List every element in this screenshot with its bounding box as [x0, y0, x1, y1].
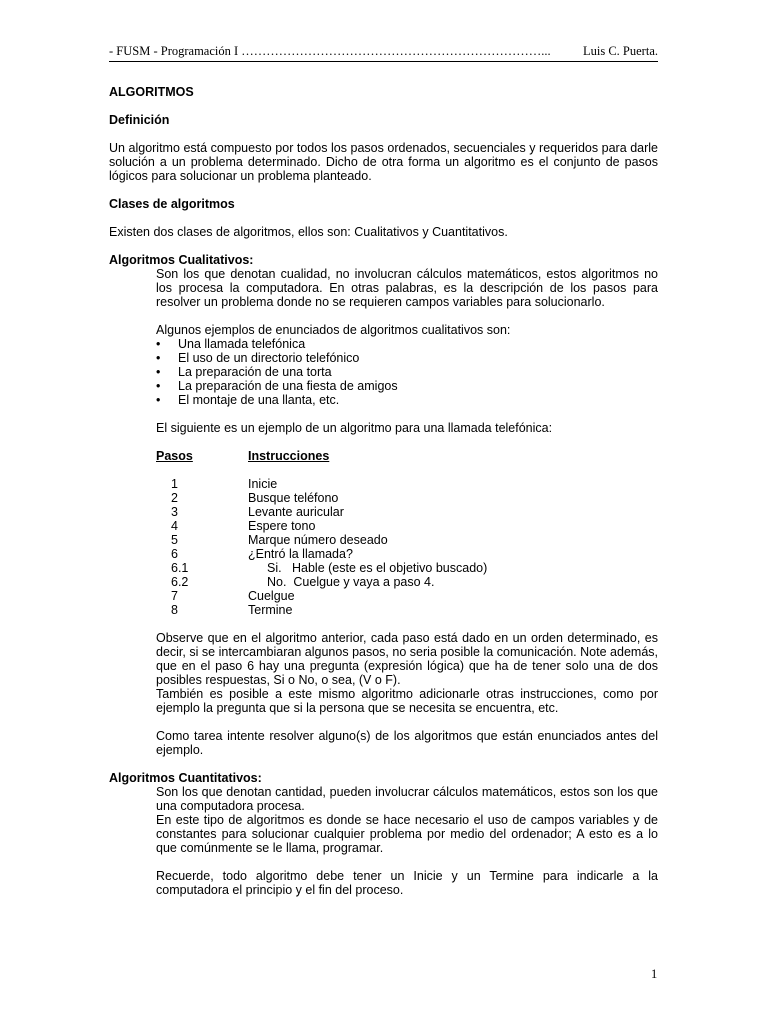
definicion-heading: Definición: [109, 113, 170, 127]
header-course: - FUSM - Programación I ………………………………………………………………...: [109, 44, 551, 58]
clases-heading: Clases de algoritmos: [109, 197, 235, 211]
step-number: 2: [171, 491, 178, 505]
step-number: 3: [171, 505, 178, 519]
list-item: • Una llamada telefónica: [156, 337, 658, 351]
step-instruction: Inicie: [248, 477, 278, 491]
list-item: • El montaje de una llanta, etc.: [156, 393, 658, 407]
table-row: [156, 589, 658, 603]
step-instruction: Termine: [248, 603, 293, 617]
list-item: • El uso de un directorio telefónico: [156, 351, 658, 365]
step-number: 4: [171, 519, 178, 533]
table-row: [156, 505, 658, 519]
list-item: • La preparación de una fiesta de amigos: [156, 379, 658, 393]
steps-table: [109, 477, 658, 617]
cuantitativos-text-1: Son los que denotan cantidad, pueden involucrar cálculos matemáticos, estos son los que una computadora procesa.: [156, 785, 658, 813]
col-instrucciones: Instrucciones: [248, 449, 330, 463]
header-author: Luis C. Puerta.: [583, 44, 658, 58]
definicion-text: Un algoritmo está compuesto por todos los pasos ordenados, secuenciales y requeridos para darle solución a un problema determinado. Dicho de otra forma un algoritmo es el conjunto de pasos lógicos para solucionar un problema planteado.: [109, 141, 658, 183]
step-instruction: Marque número deseado: [248, 533, 388, 547]
cualitativos-text: Son los que denotan cualidad, no involucran cálculos matemáticos, estos algoritmos no los procesa la computadora. En otras palabras, es la descripción de los pasos para resolver un problema donde no se requieren campos variables para solucionarlo.: [156, 267, 658, 309]
document-title: ALGORITMOS: [109, 85, 194, 99]
recuerde-paragraph: Recuerde, todo algoritmo debe tener un Inicie y un Termine para indicarle a la computadora el principio y el fin del proceso.: [156, 869, 658, 897]
header-rule: [109, 61, 658, 62]
table-row: [156, 491, 658, 505]
page-header: [109, 44, 658, 59]
table-row: [156, 547, 658, 561]
step-number: 6.2: [171, 575, 189, 589]
document-body: [109, 85, 658, 897]
observe-paragraph: Observe que en el algoritmo anterior, cada paso está dado en un orden determinado, es decir, si se intercambiaran algunos pasos, no seria posible la comunicación. Note además, que en el paso 6 hay una pregunta (expresión lógica) que ha de tener solo una de dos posibles respuestas, Si o No, o sea, (V o F).: [156, 631, 658, 687]
cuantitativos-text-2: En este tipo de algoritmos es donde se hace necesario el uso de campos variables y de constantes para solucionar cualquier problema por medio del ordenador; A esto es a lo que comúnmente se le llama, programar.: [156, 813, 658, 855]
clases-text: Existen dos clases de algoritmos, ellos son: Cualitativos y Cuantitativos.: [109, 225, 508, 239]
step-instruction: ¿Entró la llamada?: [248, 547, 353, 561]
examples-intro: Algunos ejemplos de enunciados de algoritmos cualitativos son:: [156, 323, 511, 337]
table-row: [156, 603, 658, 617]
tarea-paragraph: Como tarea intente resolver alguno(s) de los algoritmos que están enunciados antes del ejemplo.: [156, 729, 658, 757]
steps-header: [109, 449, 658, 463]
step-number: 6.1: [171, 561, 189, 575]
table-row: [156, 575, 658, 589]
table-row: [156, 561, 658, 575]
table-row: [156, 477, 658, 491]
step-instruction: Cuelgue: [248, 589, 295, 603]
step-number: 5: [171, 533, 178, 547]
cuantitativos-heading: Algoritmos Cuantitativos:: [109, 771, 262, 785]
table-row: [156, 519, 658, 533]
step-instruction: Levante auricular: [248, 505, 344, 519]
step-instruction: No. Cuelgue y vaya a paso 4.: [267, 575, 435, 589]
tambien-paragraph: También es posible a este mismo algoritmo adicionarle otras instrucciones, como por ejemplo la pregunta que si la persona que se necesita se encuentra, etc.: [156, 687, 658, 715]
step-number: 7: [171, 589, 178, 603]
cualitativos-heading: Algoritmos Cualitativos:: [109, 253, 254, 267]
step-instruction: Busque teléfono: [248, 491, 339, 505]
step-number: 8: [171, 603, 178, 617]
col-pasos: Pasos: [156, 449, 193, 463]
step-instruction: Espere tono: [248, 519, 316, 533]
page-number: 1: [651, 967, 658, 981]
examples-list: [109, 337, 658, 407]
example-intro: El siguiente es un ejemplo de un algoritmo para una llamada telefónica:: [156, 421, 553, 435]
list-item: • La preparación de una torta: [156, 365, 658, 379]
step-number: 1: [171, 477, 178, 491]
step-number: 6: [171, 547, 178, 561]
table-row: [156, 533, 658, 547]
step-instruction: Si. Hable (este es el objetivo buscado): [267, 561, 488, 575]
